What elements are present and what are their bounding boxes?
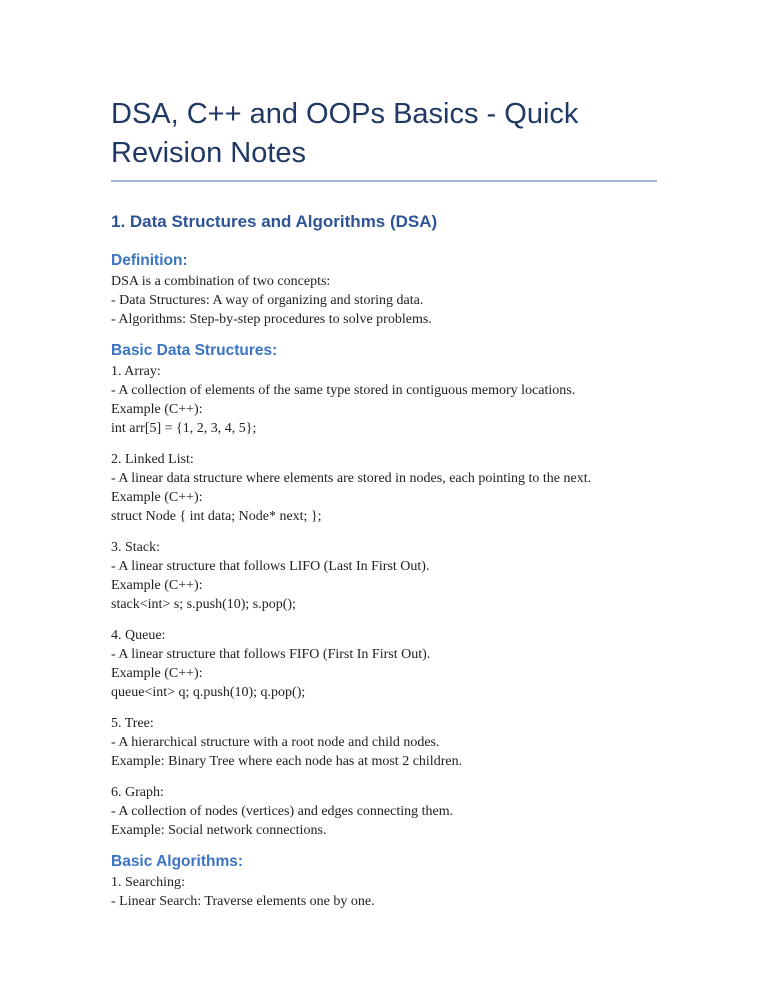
paragraph xyxy=(111,450,657,526)
text-line: - Data Structures: A way of organizing and storing data. xyxy=(111,293,424,308)
text-line: struct Node { int data; Node* next; }; xyxy=(111,509,322,524)
text-line: Example: Social network connections. xyxy=(111,823,327,838)
document-body xyxy=(111,251,657,911)
text-line: - A linear structure that follows LIFO (Last In First Out). xyxy=(111,559,430,574)
text-line: queue<int> q; q.push(10); q.pop(); xyxy=(111,685,306,700)
text-line: 2. Linked List: xyxy=(111,452,194,467)
text-line: - Linear Search: Traverse elements one by one. xyxy=(111,894,375,909)
text-line: - Algorithms: Step-by-step procedures to solve problems. xyxy=(111,312,432,327)
text-line: Example: Binary Tree where each node has at most 2 children. xyxy=(111,754,463,769)
paragraph xyxy=(111,783,657,840)
subsection-heading: Basic Data Structures: xyxy=(111,342,278,359)
paragraph xyxy=(111,362,657,438)
text-line: - A hierarchical structure with a root node and child nodes. xyxy=(111,735,440,750)
text-line: Example (C++): xyxy=(111,666,203,681)
document-title: DSA, C++ and OOPs Basics - Quick Revision Notes xyxy=(111,95,657,182)
subsection-heading: Basic Algorithms: xyxy=(111,853,244,870)
text-line: - A collection of nodes (vertices) and edges connecting them. xyxy=(111,804,454,819)
section-heading-dsa: 1. Data Structures and Algorithms (DSA) xyxy=(111,212,438,231)
text-line: 4. Queue: xyxy=(111,628,166,643)
text-line: Example (C++): xyxy=(111,578,203,593)
text-line: - A linear data structure where elements are stored in nodes, each pointing to the next. xyxy=(111,471,592,486)
text-line: 1. Array: xyxy=(111,364,161,379)
text-line: Example (C++): xyxy=(111,402,203,417)
text-line: 3. Stack: xyxy=(111,540,160,555)
subsection-heading: Definition: xyxy=(111,252,188,269)
paragraph xyxy=(111,626,657,702)
text-line: DSA is a combination of two concepts: xyxy=(111,274,331,289)
text-line: 1. Searching: xyxy=(111,875,185,890)
text-line: 6. Graph: xyxy=(111,785,164,800)
text-line: int arr[5] = {1, 2, 3, 4, 5}; xyxy=(111,421,257,436)
paragraph xyxy=(111,714,657,771)
text-line: - A linear structure that follows FIFO (First In First Out). xyxy=(111,647,431,662)
text-line: - A collection of elements of the same type stored in contiguous memory locations. xyxy=(111,383,576,398)
paragraph xyxy=(111,538,657,614)
text-line: 5. Tree: xyxy=(111,716,154,731)
paragraph xyxy=(111,272,657,329)
text-line: Example (C++): xyxy=(111,490,203,505)
text-line: stack<int> s; s.push(10); s.pop(); xyxy=(111,597,296,612)
paragraph xyxy=(111,873,657,911)
